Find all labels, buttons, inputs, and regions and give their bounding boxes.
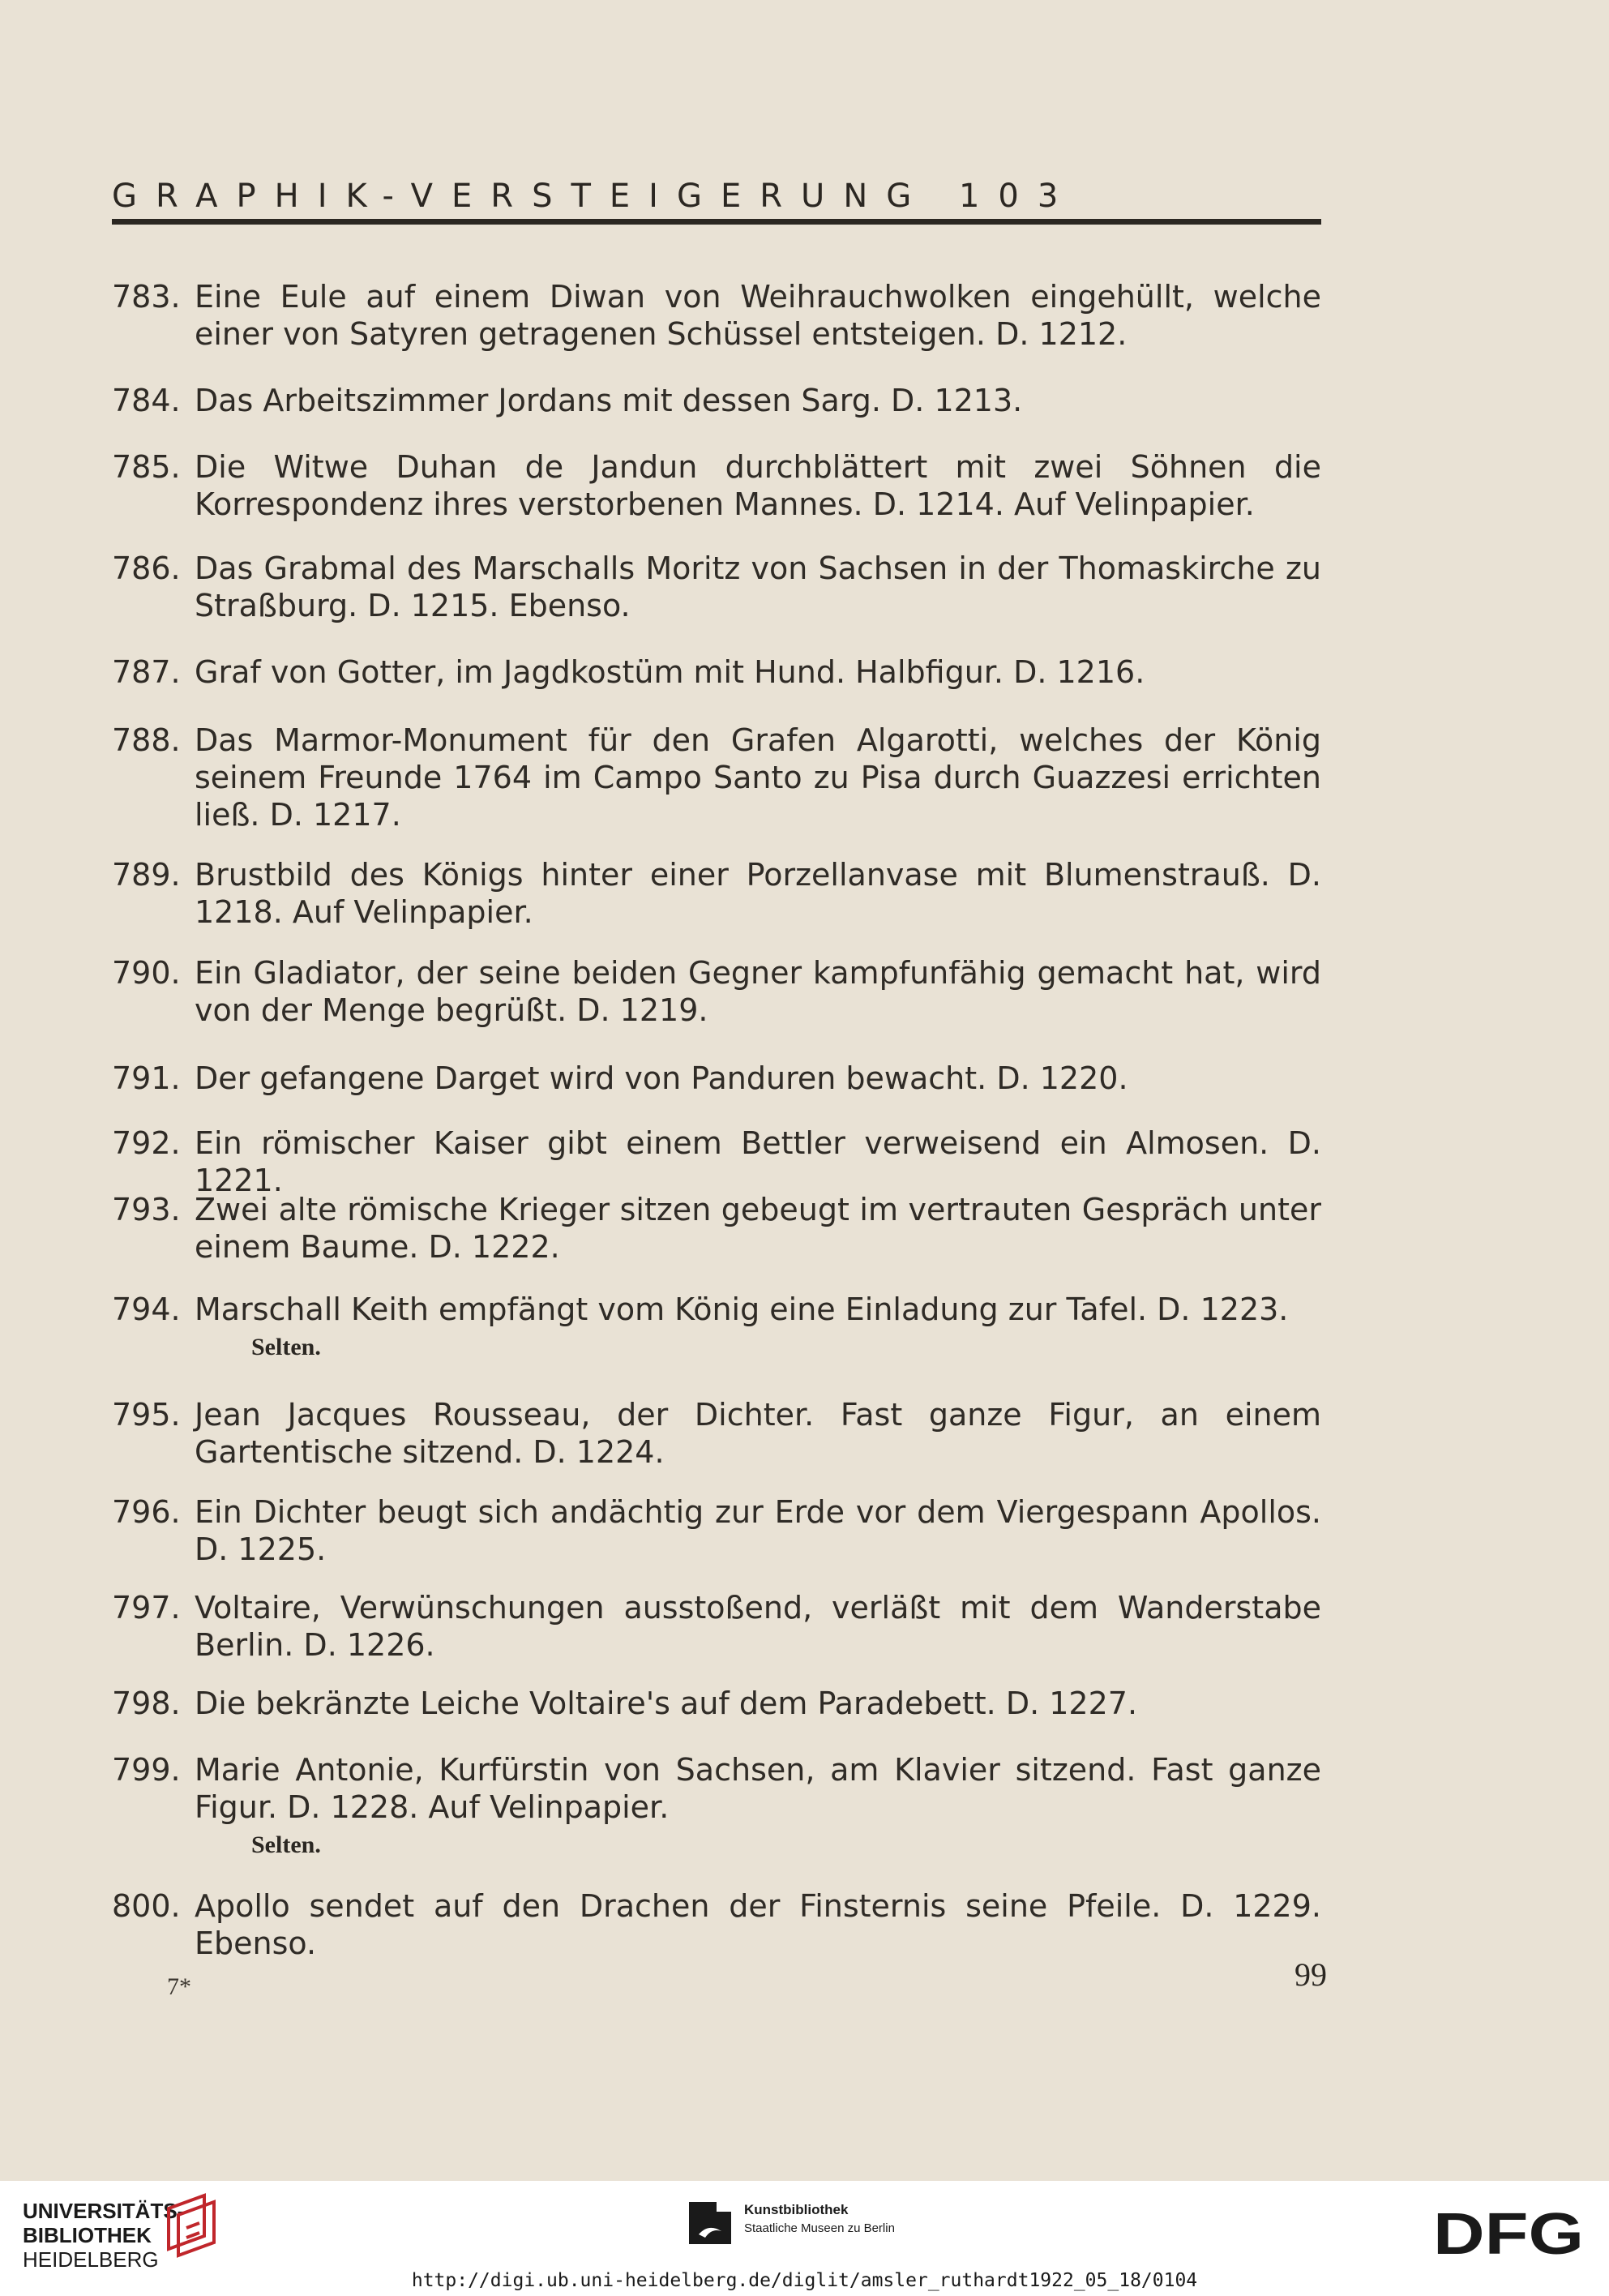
catalog-entry: [112, 1493, 1328, 1568]
permalink-url[interactable]: http://digi.ub.uni-heidelberg.de/diglit/amsler_ruthardt1922_05_18/0104: [411, 2270, 1198, 2291]
catalog-entry: [112, 1685, 1328, 1722]
entry-text: Zwei alte römische Krieger sitzen gebeugt im vertrauten Gespräch unter einem Baume. D. 1222.: [195, 1192, 1321, 1265]
entry-text: Die bekränzte Leiche Voltaire's auf dem Paradebett. D. 1227.: [195, 1686, 1138, 1721]
catalog-entry: [112, 1751, 1328, 1860]
catalog-entry: [112, 954, 1328, 1029]
catalog-entry: [112, 653, 1328, 691]
entry-text: Apollo sendet auf den Drachen der Finsternis seine Pfeile. D. 1229. Ebenso.: [195, 1888, 1321, 1961]
entry-number: 797.: [112, 1590, 181, 1626]
entry-number: 796.: [112, 1494, 181, 1530]
entry-text: Das Marmor-Monument für den Grafen Algarotti, welches der König seinem Freunde 1764 im Campo Santo zu Pisa durch Guazzesi errichten ließ. D. 1217.: [195, 722, 1321, 833]
entry-number: 786.: [112, 550, 181, 586]
library-emblem-icon: [162, 2192, 225, 2260]
entry-number: 784.: [112, 383, 181, 418]
entry-number: 800.: [112, 1888, 181, 1924]
entry-number: 792.: [112, 1125, 181, 1161]
page-number: 99: [1294, 1956, 1327, 1993]
entry-number: 798.: [112, 1686, 181, 1721]
running-header: GRAPHIK-VERSTEIGERUNG 103: [112, 178, 1077, 215]
kunstbibliothek-title: Kunstbibliothek: [744, 2202, 849, 2217]
entry-text: Ein römischer Kaiser gibt einem Bettler verweisend ein Almosen. D. 1221.: [195, 1125, 1321, 1198]
kunstbibliothek-emblem-icon: [687, 2199, 733, 2247]
entry-number: 789.: [112, 857, 181, 893]
catalog-entry: [112, 550, 1328, 624]
catalog-entry: [112, 856, 1328, 931]
entry-text: Ein Gladiator, der seine beiden Gegner kampfunfähig gemacht hat, wird von der Menge begrüßt. D. 1219.: [195, 955, 1321, 1028]
catalog-entry: [112, 278, 1328, 353]
entry-number: 795.: [112, 1397, 181, 1433]
catalog-entry: [112, 1589, 1328, 1664]
entry-number: 794.: [112, 1292, 181, 1327]
entry-note: Selten.: [251, 1334, 321, 1360]
entry-text: Marschall Keith empfängt vom König eine Einladung zur Tafel. D. 1223.: [195, 1292, 1289, 1327]
entry-number: 799.: [112, 1752, 181, 1788]
signature-mark: 7*: [167, 1973, 191, 2000]
entry-number: 785.: [112, 449, 181, 485]
entry-text: Brustbild des Königs hinter einer Porzellanvase mit Blumenstrauß. D. 1218. Auf Velinpapier.: [195, 857, 1321, 930]
library-name-line3: HEIDELBERG: [23, 2247, 159, 2272]
catalog-entry: [112, 1191, 1328, 1266]
entry-number: 793.: [112, 1192, 181, 1227]
catalog-entry: [112, 722, 1328, 833]
catalog-entry: [112, 1887, 1328, 1962]
entry-text: Das Grabmal des Marschalls Moritz von Sachsen in der Thomaskirche zu Straßburg. D. 1215. Ebenso.: [195, 550, 1321, 623]
entry-number: 790.: [112, 955, 181, 991]
catalog-entry: [112, 448, 1328, 523]
entry-text: Marie Antonie, Kurfürstin von Sachsen, am Klavier sitzend. Fast ganze Figur. D. 1228. Auf Velinpapier.: [195, 1752, 1321, 1825]
entry-number: 791.: [112, 1060, 181, 1096]
entry-text: Ein Dichter beugt sich andächtig zur Erde vor dem Viergespann Apollos. D. 1225.: [195, 1494, 1321, 1567]
library-name-line1: UNIVERSITÄTS-: [23, 2199, 185, 2223]
entry-text: Der gefangene Darget wird von Panduren bewacht. D. 1220.: [195, 1060, 1128, 1096]
dfg-logo-text: DFG: [1433, 2207, 1584, 2260]
header-rule: [112, 219, 1321, 225]
catalog-entry: [112, 1396, 1328, 1471]
entry-text: Voltaire, Verwünschungen ausstoßend, verläßt mit dem Wanderstabe Berlin. D. 1226.: [195, 1590, 1321, 1663]
entry-text: Graf von Gotter, im Jagdkostüm mit Hund. Halbfigur. D. 1216.: [195, 654, 1145, 690]
entry-number: 788.: [112, 722, 181, 758]
entry-text: Das Arbeitszimmer Jordans mit dessen Sarg. D. 1213.: [195, 383, 1023, 418]
entry-note: Selten.: [251, 1831, 321, 1858]
entry-text: Jean Jacques Rousseau, der Dichter. Fast ganze Figur, an einem Gartentische sitzend. D. 1224.: [195, 1397, 1321, 1470]
entry-number: 783.: [112, 279, 181, 315]
entry-text: Eine Eule auf einem Diwan von Weihrauchwolken eingehüllt, welche einer von Satyren getragenen Schüssel entsteigen. D. 1212.: [195, 279, 1321, 352]
entry-text: Die Witwe Duhan de Jandun durchblättert mit zwei Söhnen die Korrespondenz ihres verstorbenen Mannes. D. 1214. Auf Velinpapier.: [195, 449, 1321, 522]
dfg-logo[interactable]: [1433, 2207, 1587, 2260]
catalog-entry: [112, 1124, 1328, 1199]
catalog-entry: [112, 382, 1328, 419]
library-name-line2: BIBLIOTHEK: [23, 2223, 152, 2247]
university-library-logo[interactable]: [23, 2199, 184, 2272]
catalog-entry: [112, 1060, 1328, 1097]
entry-number: 787.: [112, 654, 181, 690]
catalog-entry: [112, 1291, 1328, 1362]
kunstbibliothek-subtitle: Staatliche Museen zu Berlin: [744, 2221, 895, 2235]
